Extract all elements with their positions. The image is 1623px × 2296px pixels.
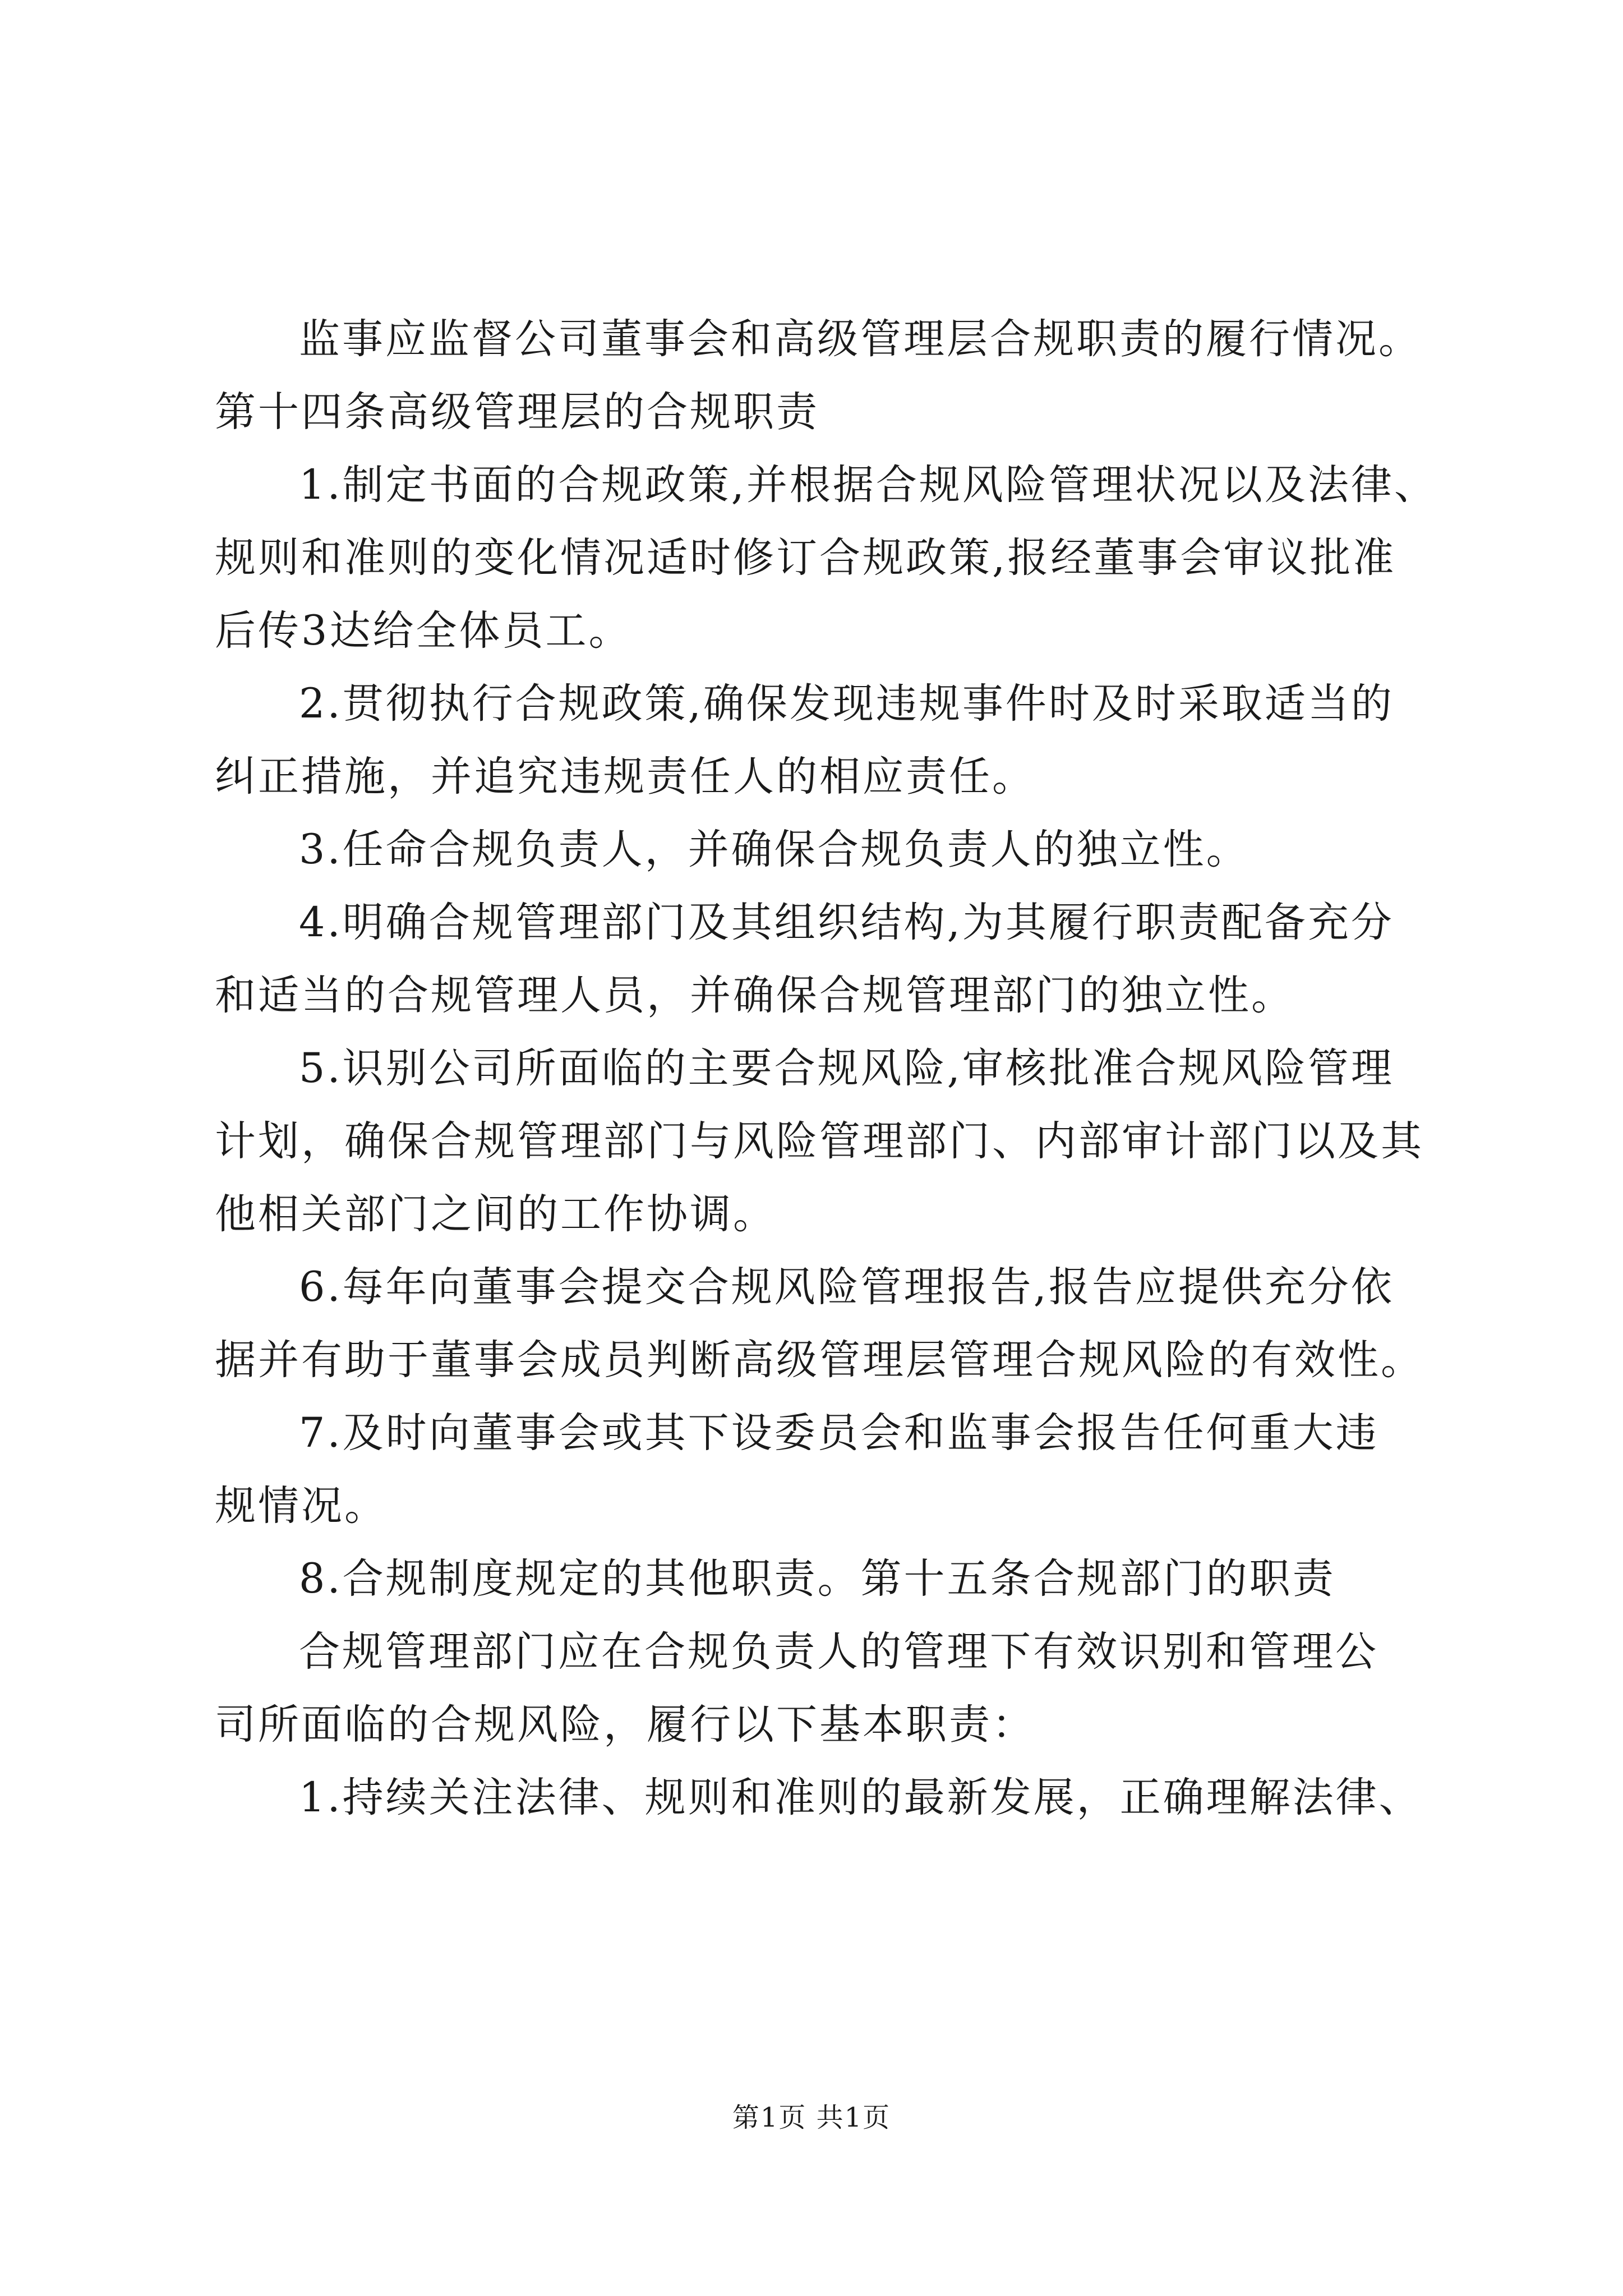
paragraph-line: 8.合规制度规定的其他职责。第十五条合规部门的职责 [299, 1555, 1336, 1603]
paragraph-line: 和适当的合规管理人员，并确保合规管理部门的独立性。 [215, 972, 1294, 1019]
paragraph-line: 1.制定书面的合规政策,并根据合规风险管理状况以及法律、 [299, 461, 1437, 509]
paragraph-line: 规则和准则的变化情况适时修订合规政策,报经董事会审议批准 [215, 534, 1396, 582]
paragraph-line: 4.明确合规管理部门及其组织结构,为其履行职责配备充分 [299, 899, 1394, 946]
paragraph-line: 纠正措施，并追究违规责任人的相应责任。 [215, 753, 1035, 800]
paragraph-line: 合规管理部门应在合规负责人的管理下有效识别和管理公 [299, 1628, 1378, 1676]
paragraph-line: 规情况。 [215, 1482, 388, 1530]
paragraph-line: 2.贯彻执行合规政策,确保发现违规事件时及时采取适当的 [299, 680, 1394, 728]
paragraph-line: 司所面临的合规风险，履行以下基本职责： [215, 1701, 1035, 1749]
paragraph-line: 3.任命合规负责人，并确保合规负责人的独立性。 [299, 826, 1249, 873]
paragraph-line: 计划，确保合规管理部门与风险管理部门、内部审计部门以及其 [215, 1117, 1424, 1165]
paragraph-line: 1.持续关注法律、规则和准则的最新发展，正确理解法律、 [299, 1774, 1422, 1821]
paragraph-line: 6.每年向董事会提交合规风险管理报告,报告应提供充分依 [299, 1263, 1394, 1311]
paragraph-line: 监事应监督公司董事会和高级管理层合规职责的履行情况。 [299, 315, 1422, 363]
paragraph-line: 后传3达给全体员工。 [215, 607, 632, 655]
document-body [215, 303, 1488, 1834]
page-number-footer: 第1页 共1页 [732, 2102, 891, 2133]
paragraph-line: 5.识别公司所面临的主要合规风险,审核批准合规风险管理 [299, 1045, 1394, 1092]
section-heading-14: 第十四条高级管理层的合规职责 [215, 388, 819, 436]
paragraph-line: 据并有助于董事会成员判断高级管理层管理合规风险的有效性。 [215, 1336, 1424, 1384]
paragraph-line: 他相关部门之间的工作协调。 [215, 1190, 776, 1238]
paragraph-line: 7.及时向董事会或其下设委员会和监事会报告任何重大违 [299, 1409, 1379, 1457]
